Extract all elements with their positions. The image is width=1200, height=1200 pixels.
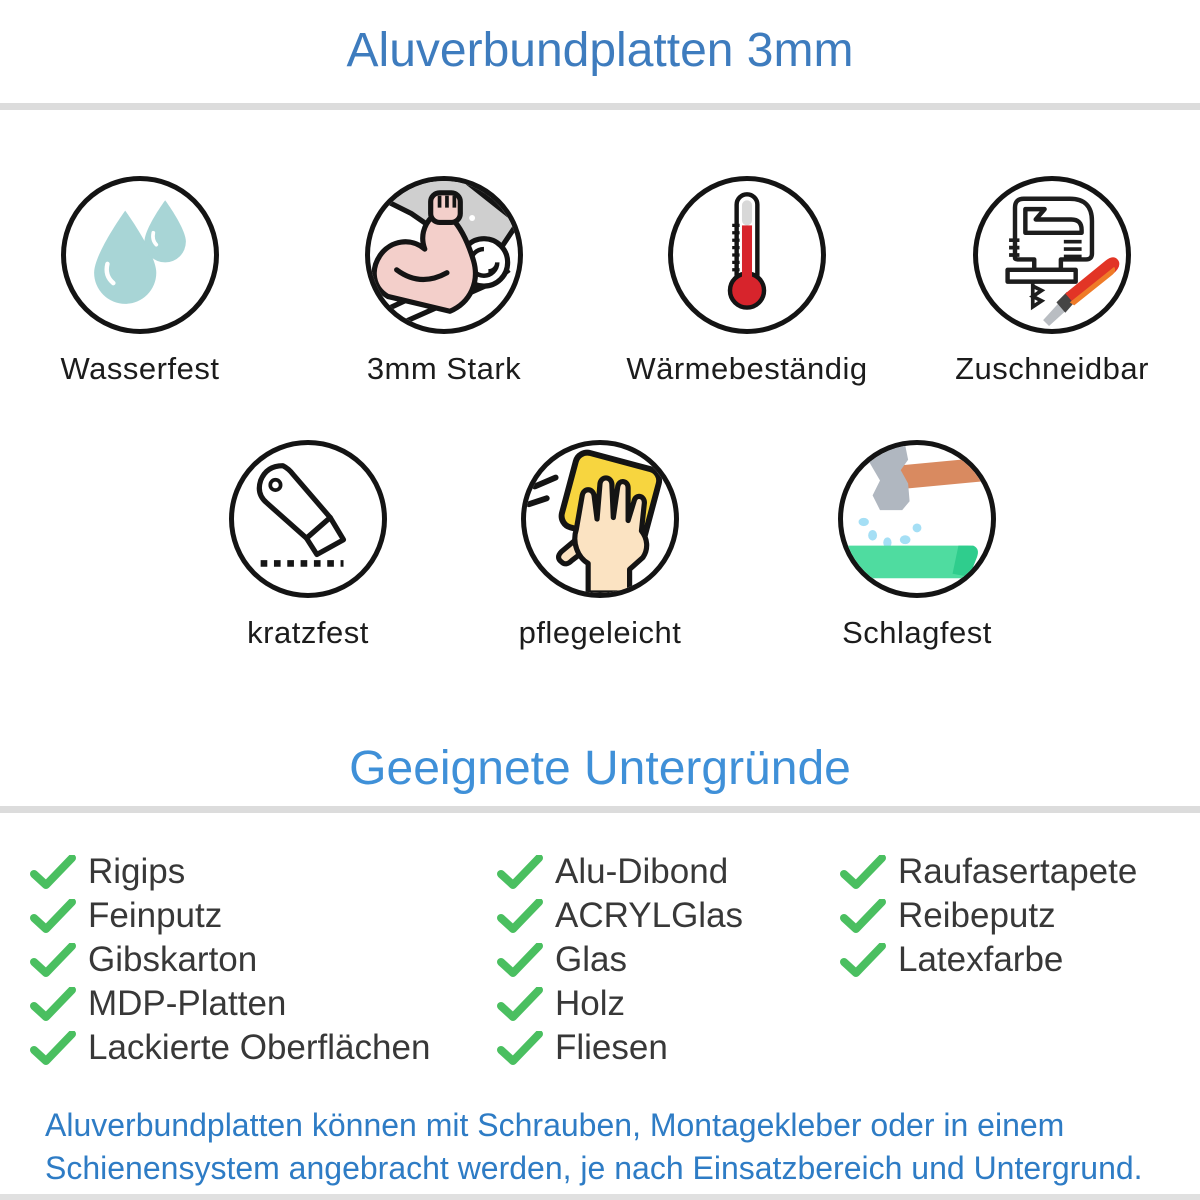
check-icon	[840, 899, 886, 933]
list-item	[497, 894, 743, 938]
hammer-impact-icon	[838, 440, 996, 598]
utility-knife-icon	[229, 440, 387, 598]
section-title: Geeignete Untergründe	[349, 742, 851, 795]
list-item	[30, 938, 430, 982]
list-item	[30, 982, 430, 1026]
top-divider	[0, 103, 1200, 110]
feature-label: Schlagfest	[842, 615, 992, 650]
list-item	[497, 850, 743, 894]
list-item	[497, 1026, 743, 1070]
mounting-note-line1: Aluverbundplatten können mit Schrauben, Montagekleber oder in einem	[45, 1107, 1065, 1143]
feature-pflegeleicht	[440, 440, 760, 651]
feature-label: Wärmebeständig	[626, 351, 868, 386]
list-item-label: Glas	[555, 940, 627, 979]
substrates-column-2	[497, 850, 743, 1070]
check-icon	[840, 855, 886, 889]
feature-3mm-stark	[284, 176, 604, 387]
feature-label: pflegeleicht	[518, 615, 682, 650]
list-item	[497, 982, 743, 1026]
feature-wasserfest	[0, 176, 300, 387]
feature-zuschneidbar	[892, 176, 1200, 387]
check-icon	[497, 943, 543, 977]
flexed-arm-panel-icon	[365, 176, 523, 334]
list-item	[30, 894, 430, 938]
check-icon	[840, 943, 886, 977]
list-item	[840, 938, 1137, 982]
jigsaw-cutter-icon	[973, 176, 1131, 334]
list-item	[30, 1026, 430, 1070]
list-item-label: Gibskarton	[88, 940, 258, 979]
feature-schlagfest	[757, 440, 1077, 651]
check-icon	[497, 899, 543, 933]
list-item-label: ACRYLGlas	[555, 896, 744, 935]
check-icon	[30, 987, 76, 1021]
check-icon	[30, 943, 76, 977]
page-title: Aluverbundplatten 3mm	[346, 24, 854, 77]
bottom-divider	[0, 1194, 1200, 1200]
list-item-label: MDP-Platten	[88, 984, 287, 1023]
check-icon	[497, 1031, 543, 1065]
mounting-note-line2: Schienensystem angebracht werden, je nach Einsatzbereich und Untergrund.	[45, 1150, 1143, 1186]
check-icon	[497, 987, 543, 1021]
list-item-label: Reibeputz	[898, 896, 1056, 935]
feature-label: kratzfest	[247, 615, 369, 650]
list-item-label: Feinputz	[88, 896, 223, 935]
thermometer-icon	[668, 176, 826, 334]
list-item-label: Fliesen	[555, 1028, 668, 1067]
mid-divider	[0, 806, 1200, 813]
feature-label: Zuschneidbar	[955, 351, 1149, 386]
mounting-note	[45, 1104, 1175, 1190]
list-item-label: Holz	[555, 984, 626, 1023]
check-icon	[497, 855, 543, 889]
feature-label: 3mm Stark	[366, 351, 522, 386]
list-item	[840, 850, 1137, 894]
wiping-hand-icon	[521, 440, 679, 598]
list-item-label: Rigips	[88, 852, 186, 891]
substrates-column-1	[30, 850, 430, 1070]
check-icon	[30, 1031, 76, 1065]
check-icon	[30, 855, 76, 889]
check-icon	[30, 899, 76, 933]
list-item-label: Alu-Dibond	[555, 852, 729, 891]
substrates-column-3	[840, 850, 1137, 982]
list-item-label: Latexfarbe	[898, 940, 1064, 979]
feature-label: Wasserfest	[60, 351, 220, 386]
list-item-label: Raufasertapete	[898, 852, 1138, 891]
list-item	[497, 938, 743, 982]
feature-kratzfest	[148, 440, 468, 651]
list-item	[840, 894, 1137, 938]
water-drops-icon	[61, 176, 219, 334]
feature-waermebestaendig	[587, 176, 907, 387]
list-item	[30, 850, 430, 894]
list-item-label: Lackierte Oberflächen	[88, 1028, 431, 1067]
